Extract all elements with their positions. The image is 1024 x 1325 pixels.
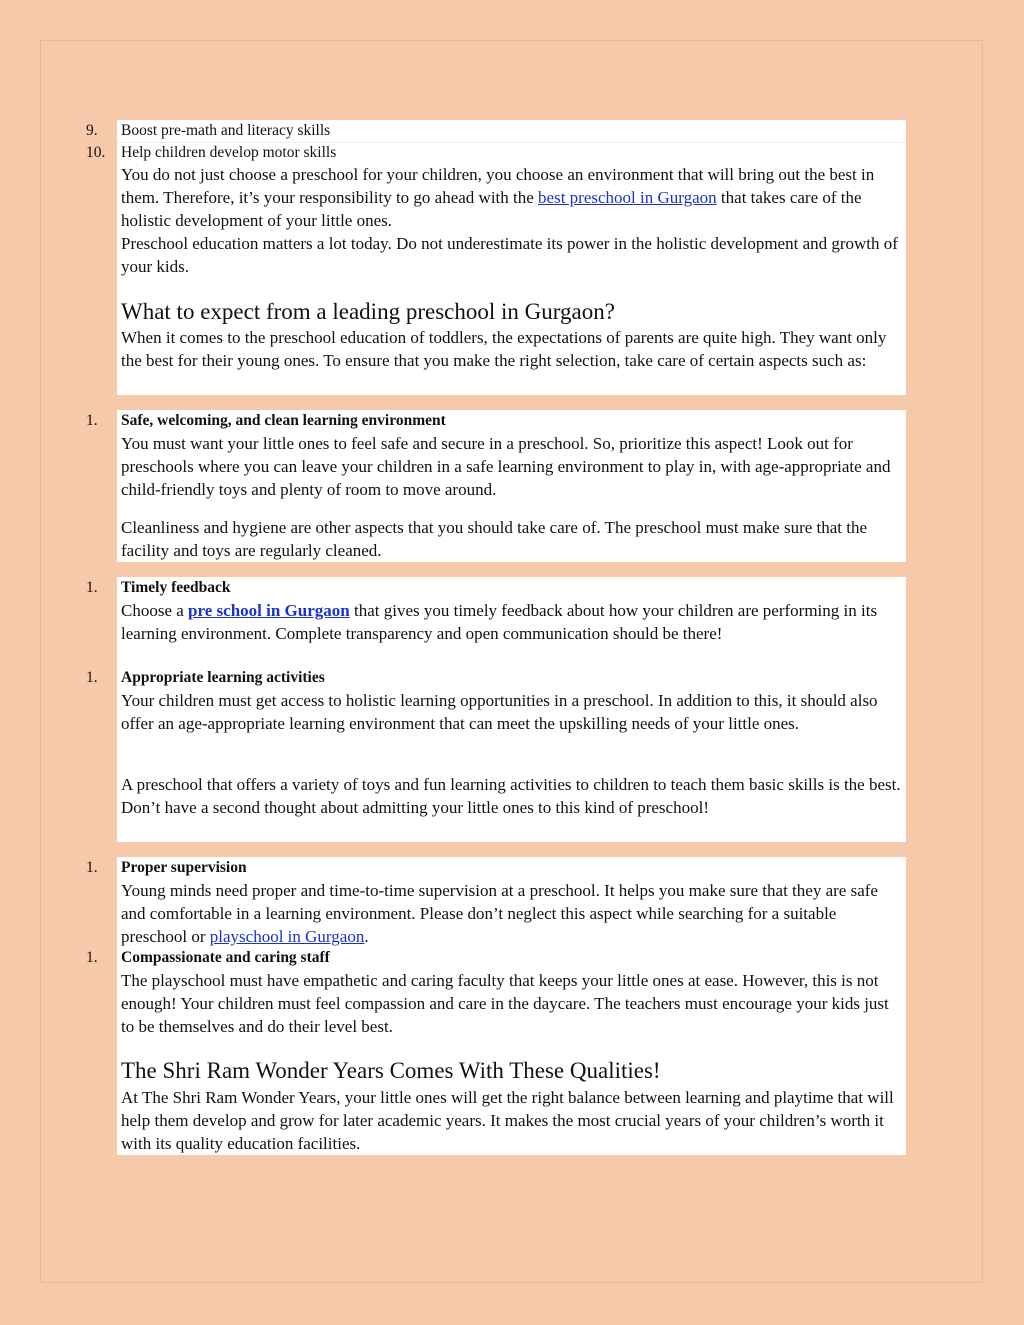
item-title-staff: Compassionate and caring staff — [121, 949, 330, 966]
intro-text-1: You do not just choose a preschool for your children, you choose an environment that will bring out the best in them. Therefore, it’s your responsibility to go ahead with the — [121, 165, 875, 207]
item-body-toys: A preschool that offers a variety of toys and fun learning activities to children to teach them basic skills is the best. Don’t have a second thought about admitting your little ones to this kind of preschool! — [121, 775, 901, 817]
playschool-link[interactable]: playschool in Gurgaon — [209, 927, 365, 946]
section-body-shri-ram: At The Shri Ram Wonder Years, your little ones will get the right balance between learning and playtime that will help them develop and grow for later academic years. It makes the most crucial years of your children’s worth it with its quality education facilities. — [121, 1088, 894, 1153]
intro-text-2: that takes care of the holistic development of your little ones. — [121, 188, 862, 230]
section-body-expectations: When it comes to the preschool education of toddlers, the expectations of parents are quite high. They want only the best for their young ones. To ensure that you make the right selection, take care of certain aspects such as: — [121, 328, 887, 370]
supervision-text-1: Young minds need proper and time-to-time supervision at a preschool. It helps you make sure that they are safe and comfortable in a learning environment. Please don’t neglect this aspect while searching for a suitable preschool or — [121, 881, 878, 946]
item-body-safe: You must want your little ones to feel safe and secure in a preschool. So, prioritize this aspect! Look out for preschools where you can leave your children in a safe learning environment to play in, with age-appropriate and child-friendly toys and plenty of room to move around. — [121, 434, 891, 499]
item-body-supervision — [117, 879, 906, 948]
list-number: 9. — [86, 122, 98, 139]
list-number: 1. — [86, 859, 98, 876]
item-title-supervision: Proper supervision — [121, 859, 247, 876]
item-title-safe: Safe, welcoming, and clean learning environment — [121, 412, 446, 429]
item-body-cleanliness: Cleanliness and hygiene are other aspects that you should take care of. The preschool must make sure that the facility and toys are regularly cleaned. — [121, 518, 868, 560]
item-title-activities: Appropriate learning activities — [121, 669, 325, 686]
item-body-feedback — [117, 599, 906, 645]
feedback-text-2: that gives you timely feedback about how your children are performing in its learning environment. Complete transparency and open communication should be there! — [121, 601, 878, 643]
supervision-text-2: . — [364, 927, 369, 946]
item-body-staff: The playschool must have empathetic and caring faculty that keeps your little ones at ease. However, this is not enough! Your children must feel compassion and care in the daycare. The teachers must encourage your kids just to be themselves and do their level best. — [121, 971, 889, 1036]
feedback-text-1: Choose a — [121, 601, 189, 620]
list-number: 1. — [86, 579, 98, 596]
intro-paragraph-2: Preschool education matters a lot today. Do not underestimate its power in the holistic development and growth of your kids. — [121, 234, 898, 276]
list-number: 1. — [86, 949, 98, 966]
list-item-motor-skills: Help children develop motor skills — [121, 144, 337, 161]
best-preschool-link[interactable]: best preschool in Gurgaon — [538, 188, 717, 207]
list-item-boost-skills: Boost pre-math and literacy skills — [117, 120, 906, 143]
list-number: 1. — [86, 412, 98, 429]
list-number: 10. — [86, 144, 106, 161]
intro-paragraph — [117, 163, 906, 232]
section-heading-expectations: What to expect from a leading preschool in Gurgaon? — [121, 299, 615, 324]
list-number: 1. — [86, 669, 98, 686]
item-body-activities: Your children must get access to holistic learning opportunities in a preschool. In addition to this, it should also offer an age-appropriate learning environment that can meet the upskilling needs of your little ones. — [121, 691, 878, 733]
pre-school-link[interactable]: pre school in Gurgaon — [188, 601, 350, 620]
section-heading-shri-ram: The Shri Ram Wonder Years Comes With These Qualities! — [121, 1058, 661, 1083]
item-title-feedback: Timely feedback — [121, 579, 231, 596]
